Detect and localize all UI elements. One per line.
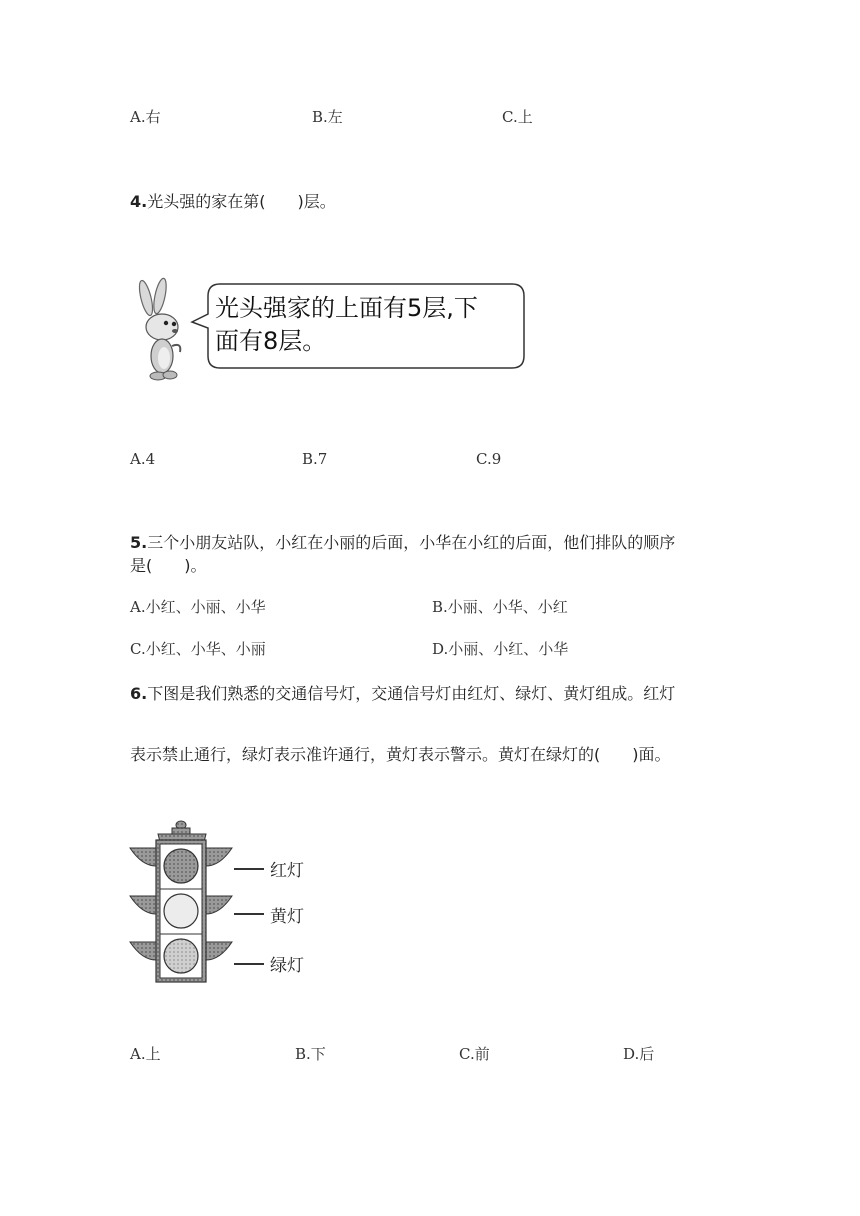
q4-option-c[interactable]: C.9 [476,450,502,468]
q6-option-a[interactable]: A.上 [130,1045,161,1063]
q6-option-b[interactable]: B.下 [295,1045,326,1063]
q3-option-c[interactable]: C.上 [502,108,533,126]
yellow-light-icon [164,894,198,928]
q4-option-b[interactable]: B.7 [302,450,328,468]
question-text: 光头强的家在第( )层。 [147,192,336,211]
traffic-light-illustration [128,818,268,986]
yellow-light-label: 黄灯 [270,907,304,927]
red-light-icon [164,849,198,883]
bubble-line-2: 面有8层。 [215,327,327,355]
green-label-line [234,963,264,965]
q6-option-c[interactable]: C.前 [459,1045,490,1063]
q5-option-d[interactable]: D.小丽、小红、小华 [432,640,569,658]
q6-option-d[interactable]: D.后 [623,1045,655,1063]
green-light-label: 绿灯 [270,956,304,976]
yellow-label-line [234,913,264,915]
bubble-line-1: 光头强家的上面有5层,下 [215,294,478,322]
question-4 [130,189,336,212]
question-text-line-1: 三个小朋友站队，小红在小丽的后面，小华在小红的后面，他们排队的顺序 [147,533,676,552]
rabbit-speech-illustration [128,272,528,384]
question-number: 4. [130,192,148,211]
red-label-line [234,868,264,870]
red-light-label: 红灯 [270,861,304,881]
q5-option-a[interactable]: A.小红、小丽、小华 [130,598,266,616]
question-5 [130,530,675,553]
question-number: 5. [130,533,148,552]
question-number: 6. [130,684,148,703]
q3-option-a[interactable]: A.右 [130,108,161,126]
q5-option-b[interactable]: B.小丽、小华、小红 [432,598,568,616]
question-6-line-2: 表示禁止通行，绿灯表示准许通行，黄灯表示警示。黄灯在绿灯的( )面。 [130,745,671,764]
question-text-line-1: 下图是我们熟悉的交通信号灯，交通信号灯由红灯、绿灯、黄灯组成。红灯 [147,684,676,703]
q4-option-a[interactable]: A.4 [130,450,156,468]
green-light-icon [164,939,198,973]
rabbit-icon [137,277,181,380]
question-6 [130,681,675,704]
question-5-line-2: 是( )。 [130,556,207,575]
q5-option-c[interactable]: C.小红、小华、小丽 [130,640,266,658]
q3-option-b[interactable]: B.左 [312,108,343,126]
